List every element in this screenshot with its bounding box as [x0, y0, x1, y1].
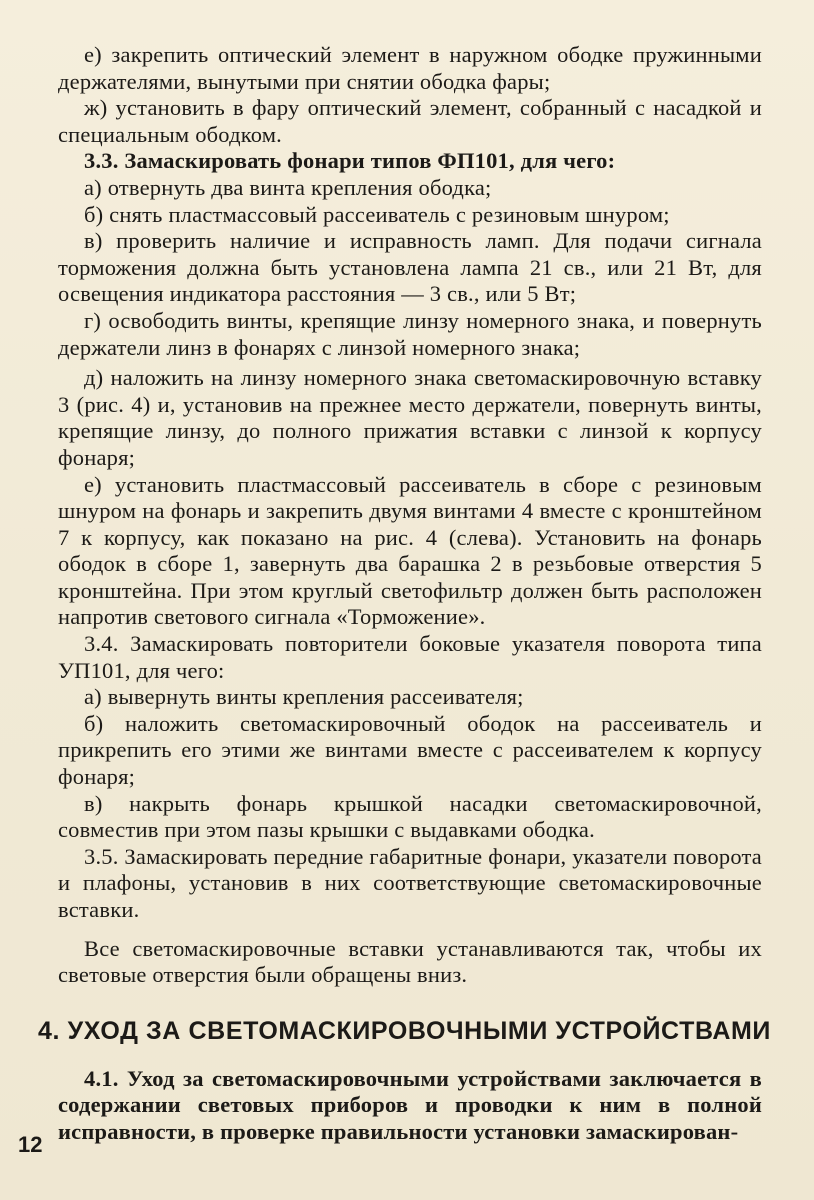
- paragraph-3-5: 3.5. Замаскировать передние габаритные фонари, указатели поворота и плафоны, установив в них соответствующие светомаскировочные вставки.: [58, 843, 762, 922]
- paragraph-4-1: 4.1. Уход за светомаскировочными устройствами заключается в содержании световых приборов и проводки к ним в полной исправности, в проверке правильности установки замаскирован-: [58, 1065, 762, 1144]
- paragraph-item-e-fixing: е) закрепить оптический элемент в наружном ободке пружинными держателями, вынутыми при снятии ободка фары;: [58, 42, 762, 94]
- paragraph-3-4-b: б) наложить светомаскировочный ободок на рассеиватель и прикрепить его этими же винтами вместе с рассеивателем к корпусу фонаря;: [58, 710, 762, 790]
- paragraph-3-3-g: г) освободить винты, крепящие линзу номерного знака, и повернуть держатели линз в фонарях с линзой номерного знака;: [58, 307, 762, 360]
- paragraph-3-3-d: д) наложить на линзу номерного знака светомаскировочную вставку 3 (рис. 4) и, установив на прежнее место держатели, повернуть винты, крепящие линзу, до полного прижатия вставки с линзой к корпусу фонаря;: [58, 365, 762, 470]
- paragraph-3-3-b: б) снять пластмассовый рассеиватель с резиновым шнуром;: [84, 201, 670, 227]
- paragraph-3-3-e: е) установить пластмассовый рассеиватель в сборе с резиновым шнуром на фонарь и закрепить двумя винтами 4 вместе с кронштейном 7 к корпусу, как показано на рис. 4 (слева). Установить на фонарь ободок в сборе 1, завернуть два барашка 2 в резьбовые отверстия 5 кронштейна. При этом круглый светофильтр должен быть расположен напротив светового сигнала «Торможение».: [58, 471, 762, 630]
- paragraph-3-3-v: в) проверить наличие и исправность ламп. Для подачи сигнала торможения должна быть установлена лампа 21 св., или 21 Вт, для освещения индикатора расстояния — 3 св., или 5 Вт;: [58, 228, 762, 307]
- paragraph-3-4-heading: 3.4. Замаскировать повторители боковые указателя поворота типа УП101, для чего:: [58, 631, 762, 683]
- paragraph-3-4-a: а) вывернуть винты крепления рассеивателя;: [84, 684, 524, 710]
- paragraph-item-zh-install: ж) установить в фару оптический элемент, собранный с насадкой и специальным ободком.: [58, 95, 762, 147]
- section-title: 4. УХОД ЗА СВЕТОМАСКИРОВОЧНЫМИ УСТРОЙСТВАМИ: [38, 1016, 772, 1045]
- paragraph-3-3-a: а) отвернуть два винта крепления ободка;: [84, 174, 492, 200]
- paragraph-3-3-heading: 3.3. Замаскировать фонари типов ФП101, для чего:: [84, 148, 616, 174]
- page-number: 12: [18, 1132, 43, 1157]
- paragraph-3-4-v: в) накрыть фонарь крышкой насадки светомаскировочной, совместив при этом пазы крышки с выдавками ободка.: [58, 790, 762, 843]
- paragraph-all-inserts: Все светомаскировочные вставки устанавливаются так, чтобы их световые отверстия были обращены вниз.: [58, 935, 762, 988]
